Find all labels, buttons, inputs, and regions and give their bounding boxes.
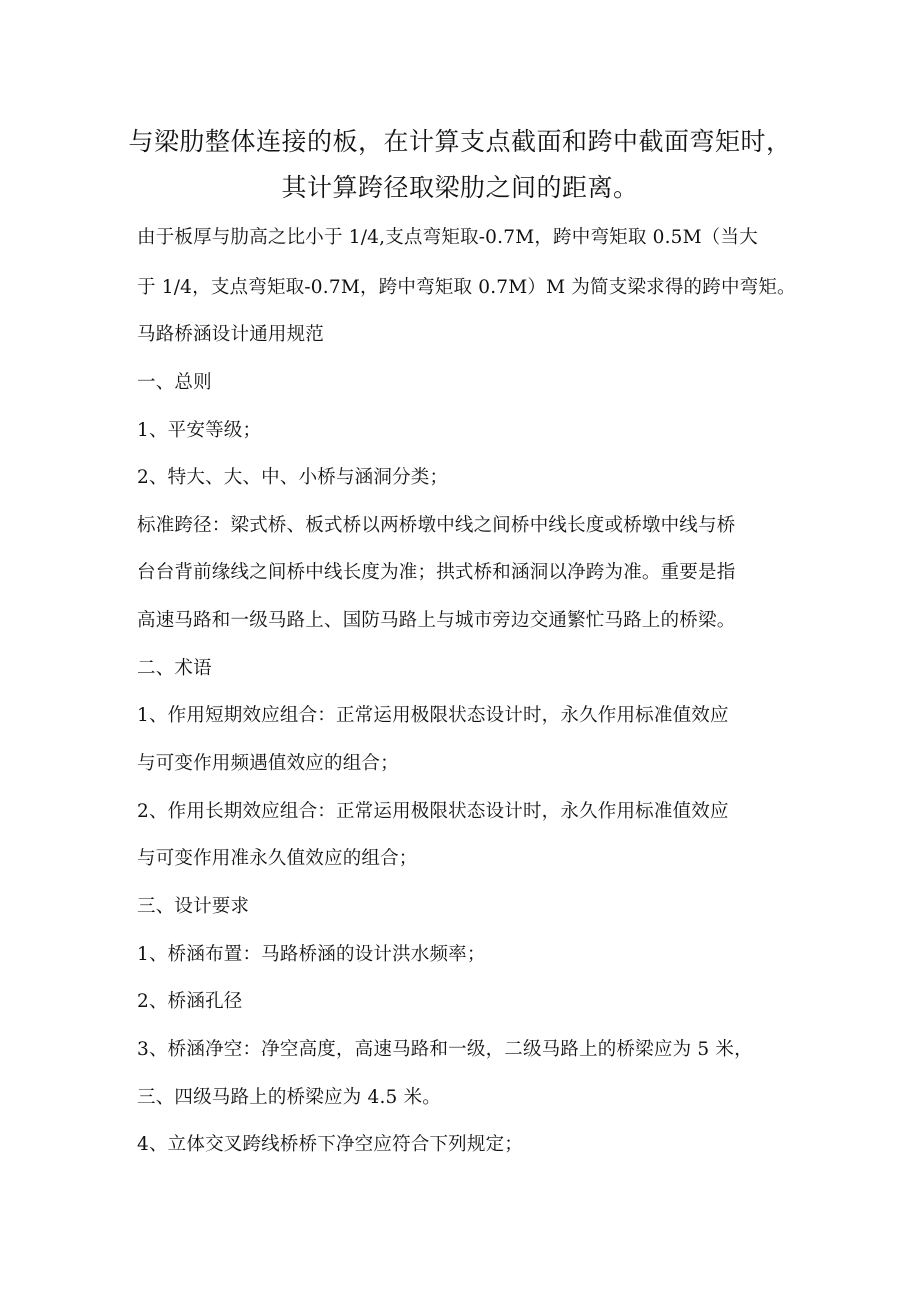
- list-item: 3、桥涵净空：净空高度，高速马路和一级，二级马路上的桥梁应为 5 米，: [137, 1039, 753, 1060]
- list-item: 2、作用长期效应组合：正常运用极限状态设计时，永久作用标准值效应: [137, 801, 729, 822]
- list-item: 2、桥涵孔径: [137, 991, 243, 1012]
- body-line: 台台背前缘线之间桥中线长度为准；拱式桥和涵洞以净跨为准。重要是指: [137, 562, 736, 583]
- body-line: 于 1/4，支点弯矩取-0.7M，跨中弯矩取 0.7M）M 为简支梁求得的跨中弯矩。: [137, 277, 796, 298]
- list-item: 1、平安等级；: [137, 420, 262, 441]
- list-item: 1、作用短期效应组合：正常运用极限状态设计时，永久作用标准值效应: [137, 705, 729, 726]
- body-line: 标准跨径：梁式桥、板式桥以两桥墩中线之间桥中线长度或桥墩中线与桥: [137, 515, 736, 536]
- list-item: 与可变作用频遇值效应的组合；: [137, 753, 399, 774]
- section-heading: 马路桥涵设计通用规范: [137, 324, 325, 345]
- body-line: 高速马路和一级马路上、国防马路上与城市旁边交通繁忙马路上的桥梁。: [137, 610, 736, 631]
- section-heading: 二、术语: [137, 658, 212, 679]
- body-line: 由于板厚与肋高之比小于 1/4,支点弯矩取-0.7M，跨中弯矩取 0.5M（当大: [137, 227, 758, 248]
- list-item: 2、特大、大、中、小桥与涵洞分类；: [137, 467, 449, 488]
- list-item: 与可变作用准永久值效应的组合；: [137, 848, 418, 869]
- list-item: 1、桥涵布置：马路桥涵的设计洪水频率；: [137, 944, 486, 965]
- title-line-1: 与梁肋整体连接的板，在计算支点截面和跨中截面弯矩时，: [128, 127, 792, 156]
- list-item: 三、四级马路上的桥梁应为 4.5 米。: [137, 1087, 441, 1108]
- title-line-2: 其计算跨径取梁肋之间的距离。: [281, 173, 639, 202]
- list-item: 4、立体交叉跨线桥桥下净空应符合下列规定；: [137, 1134, 523, 1155]
- section-heading: 三、设计要求: [137, 896, 250, 917]
- section-heading: 一、总则: [137, 372, 212, 393]
